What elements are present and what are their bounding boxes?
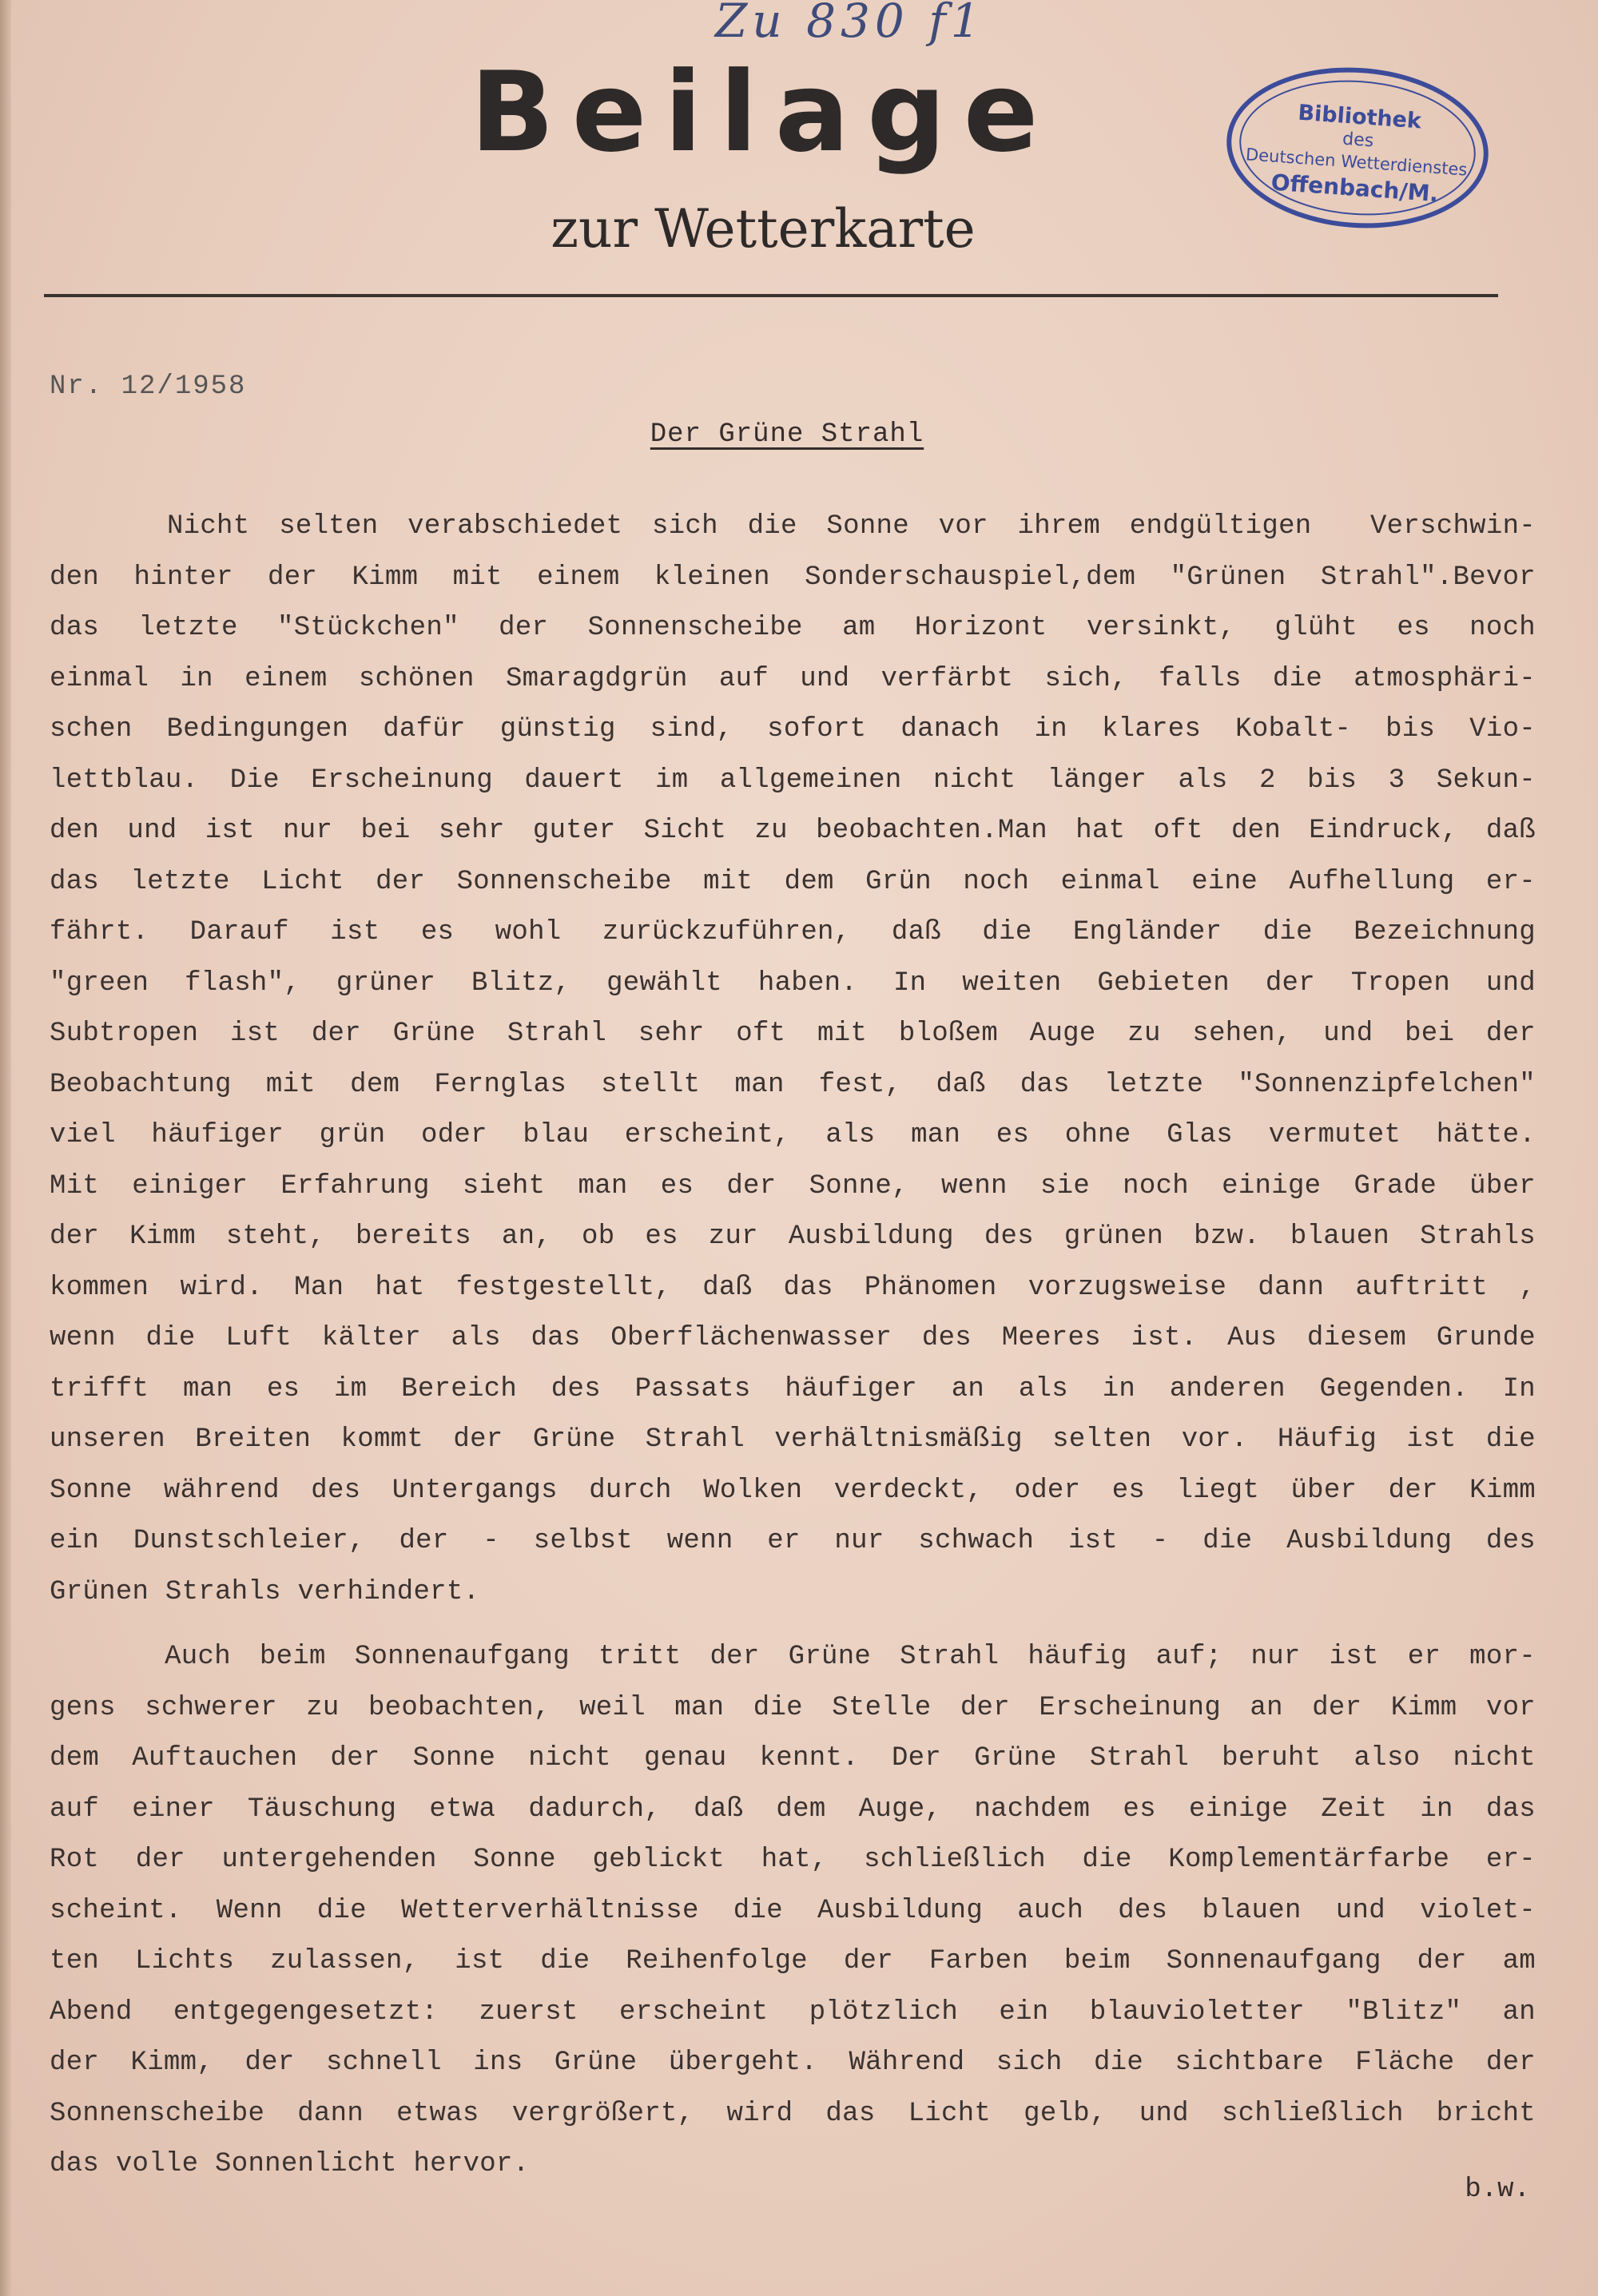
text-line: Subtropen ist der Grüne Strahl sehr oft mit bloßem Auge zu sehen, und bei der [50, 1019, 1536, 1049]
signoff: b.w. [1465, 2175, 1530, 2205]
text-line: kommen wird. Man hat festgestellt, daß das Phänomen vorzugsweise dann auftritt , [50, 1272, 1536, 1303]
page-edge [0, 0, 11, 2296]
text-line: Beobachtung mit dem Fernglas stellt man fest, daß das letzte "Sonnenzipfelchen" [50, 1069, 1536, 1100]
text-line: das letzte "Stückchen" der Sonnenscheibe am Horizont versinkt, glüht es noch [50, 613, 1536, 643]
text-line: einmal in einem schönen Smaragdgrün auf und verfärbt sich, falls die atmosphäri- [50, 663, 1536, 694]
stamp-line: Deutschen Wetterdienstes [1245, 145, 1469, 180]
issue-number: Nr. 12/1958 [50, 371, 247, 402]
text-line: das volle Sonnenlicht hervor. [50, 2149, 530, 2179]
text-line: ten Lichts zulassen, ist die Reihenfolge der Farben beim Sonnenaufgang der am [50, 1946, 1536, 1976]
text-line: wenn die Luft kälter als das Oberflächenwasser des Meeres ist. Aus diesem Grunde [50, 1323, 1536, 1353]
text-line: fährt. Darauf ist es wohl zurückzuführen, daß die Engländer die Bezeichnung [50, 917, 1536, 947]
text-line: dem Auftauchen der Sonne nicht genau kennt. Der Grüne Strahl beruht also nicht [50, 1743, 1536, 1774]
text-line: schen Bedingungen dafür günstig sind, sofort danach in klares Kobalt- bis Vio- [50, 714, 1536, 745]
text-line: Abend entgegengesetzt: zuerst erscheint plötzlich ein blauvioletter "Blitz" an [50, 1996, 1536, 2028]
article-heading [0, 419, 1574, 450]
text-line: auf einer Täuschung etwa dadurch, daß dem Auge, nachdem es einige Zeit in das [50, 1794, 1536, 1825]
text-line: Sonnenscheibe dann etwas vergrößert, wird das Licht gelb, und schließlich bricht [50, 2098, 1536, 2129]
text-line: Nicht selten verabschiedet sich die Sonne vor ihrem endgültigen Verschwin- [50, 511, 1536, 542]
text-line: Grünen Strahls verhindert. [50, 1576, 480, 1607]
text-line: Auch beim Sonnenaufgang tritt der Grüne Strahl häufig auf; nur ist er mor- [50, 1642, 1536, 1672]
text-line: das letzte Licht der Sonnenscheibe mit dem Grün noch einmal eine Aufhellung er- [50, 866, 1536, 897]
text-line: viel häufiger grün oder blau erscheint, als man es ohne Glas vermutet hätte. [50, 1120, 1536, 1150]
paragraph [50, 502, 1536, 1618]
text-line: der Kimm, der schnell ins Grüne übergeht. Während sich die sichtbare Fläche der [50, 2048, 1536, 2078]
text-line: trifft man es im Bereich des Passats häufiger an als in anderen Gegenden. In [50, 1373, 1536, 1404]
stamp-line: Bibliothek [1297, 100, 1422, 134]
paragraph [50, 1632, 1536, 2191]
text-line: Sonne während des Untergangs durch Wolken verdeckt, oder es liegt über der Kimm [50, 1475, 1536, 1506]
text-line: unseren Breiten kommt der Grüne Strahl verhältnismäßig selten vor. Häufig ist die [50, 1424, 1536, 1455]
text-line: scheint. Wenn die Wetterverhältnisse die Ausbildung auch des blauen und violet- [50, 1895, 1536, 1926]
text-line: der Kimm steht, bereits an, ob es zur Ausbildung des grünen bzw. blauen Strahls [50, 1221, 1536, 1252]
page-title: Beilage [470, 48, 1056, 177]
text-line: lettblau. Die Erscheinung dauert im allgemeinen nicht länger als 2 bis 3 Sekun- [50, 765, 1536, 796]
text-line: gens schwerer zu beobachten, weil man die Stelle der Erscheinung an der Kimm vor [50, 1692, 1536, 1723]
text-line: den hinter der Kimm mit einem kleinen Sonderschauspiel,dem "Grünen Strahl".Bevor [50, 562, 1536, 593]
text-line: den und ist nur bei sehr guter Sicht zu beobachten.Man hat oft den Eindruck, daß [50, 816, 1536, 846]
article-body [50, 502, 1536, 2191]
header-divider [44, 294, 1498, 297]
article-heading-text: Der Grüne Strahl [650, 419, 924, 450]
handwritten-note: Zu 830 f1 [715, 0, 985, 48]
stamp-line: Offenbach/M. [1270, 169, 1440, 208]
text-line: ein Dunstschleier, der - selbst wenn er nur schwach ist - die Ausbildung des [50, 1526, 1536, 1556]
text-line: Mit einiger Erfahrung sieht man es der Sonne, wenn sie noch einige Grade über [50, 1170, 1536, 1202]
text-line: "green flash", grüner Blitz, gewählt haben. In weiten Gebieten der Tropen und [50, 967, 1536, 999]
stamp-line: des [1342, 129, 1374, 152]
text-line: Rot der untergehenden Sonne geblickt hat, schließlich die Komplementärfarbe er- [50, 1845, 1536, 1875]
page-subtitle: zur Wetterkarte [551, 198, 976, 260]
